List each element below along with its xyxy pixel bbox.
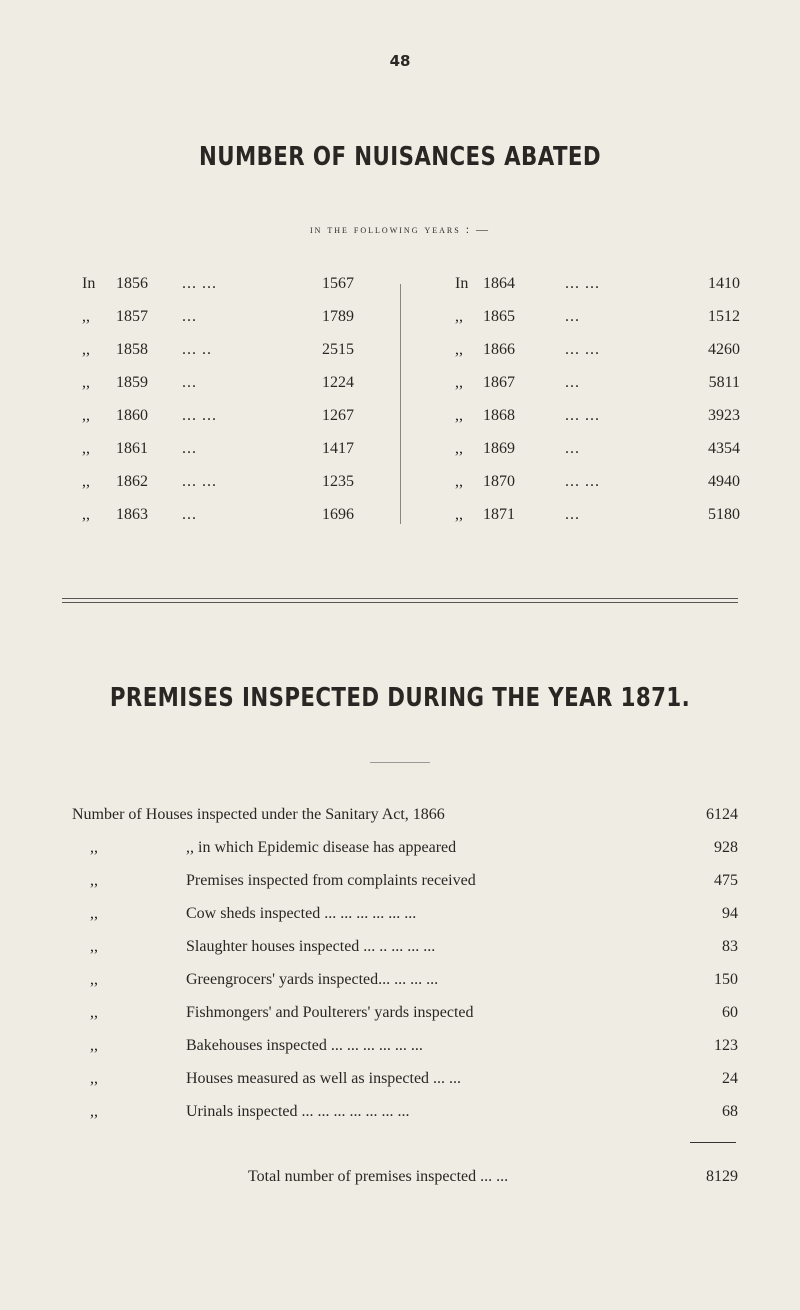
year-row (82, 374, 354, 407)
year-row-dots: ... (182, 440, 197, 457)
nuisances-left-column (82, 275, 354, 539)
premises-row-count: 60 (722, 1004, 738, 1021)
year-row-count: 1789 (322, 308, 354, 325)
year-row-prefix: In (455, 275, 469, 292)
year-row (455, 341, 740, 374)
year-row-dots: ... ... (565, 407, 600, 424)
year-row (82, 308, 354, 341)
year-row-count: 1512 (708, 308, 740, 325)
premises-row (72, 839, 738, 872)
year-row-count: 1567 (322, 275, 354, 292)
year-row-count: 1235 (322, 473, 354, 490)
premises-row-ditto: ,, (90, 938, 98, 955)
year-row (82, 506, 354, 539)
year-row-count: 4260 (708, 341, 740, 358)
premises-row-ditto: ,, (90, 905, 98, 922)
premises-row (72, 1004, 738, 1037)
year-row-year: 1868 (483, 407, 515, 424)
year-row-dots: ... .. (182, 341, 212, 358)
premises-row-label: Slaughter houses inspected ... .. ... ... ... (186, 938, 436, 955)
year-row-year: 1858 (116, 341, 148, 358)
year-row-count: 1267 (322, 407, 354, 424)
nuisances-right-column (455, 275, 740, 539)
premises-row-label: Number of Houses inspected under the Sanitary Act, 1866 (72, 806, 445, 823)
year-row-count: 3923 (708, 407, 740, 424)
premises-row-label: Greengrocers' yards inspected... ... ... ... (186, 971, 439, 988)
year-row-year: 1856 (116, 275, 148, 292)
premises-row-count: 475 (714, 872, 738, 889)
premises-row-label: Cow sheds inspected ... ... ... ... ... ... (186, 905, 417, 922)
year-row-prefix: ,, (82, 506, 90, 523)
premises-row (72, 806, 738, 839)
total-count: 8129 (706, 1168, 738, 1185)
premises-row-ditto: ,, (90, 872, 98, 889)
year-row-count: 4354 (708, 440, 740, 457)
year-row-count: 2515 (322, 341, 354, 358)
premises-row-label: Bakehouses inspected ... ... ... ... ... ... (186, 1037, 423, 1054)
year-row-year: 1861 (116, 440, 148, 457)
year-row-count: 1417 (322, 440, 354, 457)
year-row-count: 5180 (708, 506, 740, 523)
premises-row-count: 24 (722, 1070, 738, 1087)
year-row-prefix: ,, (82, 407, 90, 424)
premises-row-label: ,, in which Epidemic disease has appeared (186, 839, 457, 856)
year-row (455, 407, 740, 440)
year-row-dots: ... (182, 506, 197, 523)
year-row (82, 407, 354, 440)
year-row-year: 1867 (483, 374, 515, 391)
year-row-dots: ... (565, 506, 580, 523)
year-row-dots: ... (182, 374, 197, 391)
year-row-dots: ... (565, 374, 580, 391)
year-row-dots: ... ... (565, 473, 600, 490)
year-row-dots: ... ... (182, 473, 217, 490)
year-row-dots: ... (565, 308, 580, 325)
premises-row-ditto: ,, (90, 1103, 98, 1120)
premises-row-label: Fishmongers' and Poulterers' yards inspected (186, 1004, 474, 1021)
year-row-prefix: ,, (82, 440, 90, 457)
year-row-year: 1870 (483, 473, 515, 490)
year-row (82, 473, 354, 506)
section-divider (62, 598, 738, 599)
year-row (455, 374, 740, 407)
year-row-dots: ... (182, 308, 197, 325)
year-row-prefix: ,, (82, 374, 90, 391)
year-row-dots: ... ... (565, 341, 600, 358)
year-row-prefix: ,, (455, 473, 463, 490)
year-row-prefix: ,, (455, 341, 463, 358)
premises-row-count: 928 (714, 839, 738, 856)
year-row-year: 1860 (116, 407, 148, 424)
premises-row-count: 94 (722, 905, 738, 922)
year-row-year: 1869 (483, 440, 515, 457)
nuisances-title: NUMBER OF NUISANCES ABATED (199, 142, 601, 172)
premises-row-label: Premises inspected from complaints received (186, 872, 476, 889)
year-row-dots: ... ... (182, 275, 217, 292)
year-row-count: 1696 (322, 506, 354, 523)
year-row-prefix: ,, (82, 341, 90, 358)
page-number: 48 (389, 52, 411, 70)
premises-row (72, 971, 738, 1004)
column-divider (400, 284, 401, 524)
year-row-year: 1863 (116, 506, 148, 523)
year-row-year: 1866 (483, 341, 515, 358)
premises-row-ditto: ,, (90, 839, 98, 856)
premises-row-ditto: ,, (90, 1070, 98, 1087)
year-row-year: 1864 (483, 275, 515, 292)
year-row-year: 1871 (483, 506, 515, 523)
year-row (82, 341, 354, 374)
year-row-year: 1865 (483, 308, 515, 325)
premises-row-count: 6124 (706, 806, 738, 823)
year-row (82, 275, 354, 308)
year-row (455, 308, 740, 341)
year-row-dots: ... (565, 440, 580, 457)
premises-row-count: 83 (722, 938, 738, 955)
premises-row-ditto: ,, (90, 1004, 98, 1021)
premises-row (72, 872, 738, 905)
year-row-dots: ... ... (565, 275, 600, 292)
year-row-year: 1859 (116, 374, 148, 391)
premises-row-ditto: ,, (90, 971, 98, 988)
premises-row-ditto: ,, (90, 1037, 98, 1054)
year-row-prefix: ,, (455, 374, 463, 391)
year-row (455, 506, 740, 539)
total-label: Total number of premises inspected ... ... (248, 1168, 509, 1185)
premises-row-count: 123 (714, 1037, 738, 1054)
short-divider (370, 762, 430, 763)
year-row-count: 1410 (708, 275, 740, 292)
year-row-prefix: ,, (455, 506, 463, 523)
year-row-count: 5811 (708, 374, 740, 391)
year-row-prefix: ,, (455, 407, 463, 424)
year-row (455, 275, 740, 308)
year-row-year: 1862 (116, 473, 148, 490)
premises-row (72, 1103, 738, 1136)
premises-row (72, 1070, 738, 1103)
year-row (82, 440, 354, 473)
year-row-prefix: ,, (82, 308, 90, 325)
year-row-prefix: ,, (455, 308, 463, 325)
year-row-prefix: In (82, 275, 96, 292)
premises-row (72, 905, 738, 938)
premises-row (72, 938, 738, 971)
premises-row-label: Houses measured as well as inspected ... ... (186, 1070, 462, 1087)
nuisances-subtitle: in the following years : — (309, 222, 491, 236)
premises-table (72, 806, 738, 1136)
year-row-count: 1224 (322, 374, 354, 391)
year-row (455, 473, 740, 506)
section-divider-second (62, 602, 738, 603)
year-row-prefix: ,, (455, 440, 463, 457)
premises-row-count: 68 (722, 1103, 738, 1120)
premises-row-count: 150 (714, 971, 738, 988)
premises-row (72, 1037, 738, 1070)
year-row-count: 4940 (708, 473, 740, 490)
premises-title: PREMISES INSPECTED DURING THE YEAR 1871. (109, 683, 691, 713)
year-row (455, 440, 740, 473)
premises-row-label: Urinals inspected ... ... ... ... ... ... ... (186, 1103, 410, 1120)
year-row-year: 1857 (116, 308, 148, 325)
total-rule (690, 1142, 736, 1143)
year-row-dots: ... ... (182, 407, 217, 424)
year-row-prefix: ,, (82, 473, 90, 490)
